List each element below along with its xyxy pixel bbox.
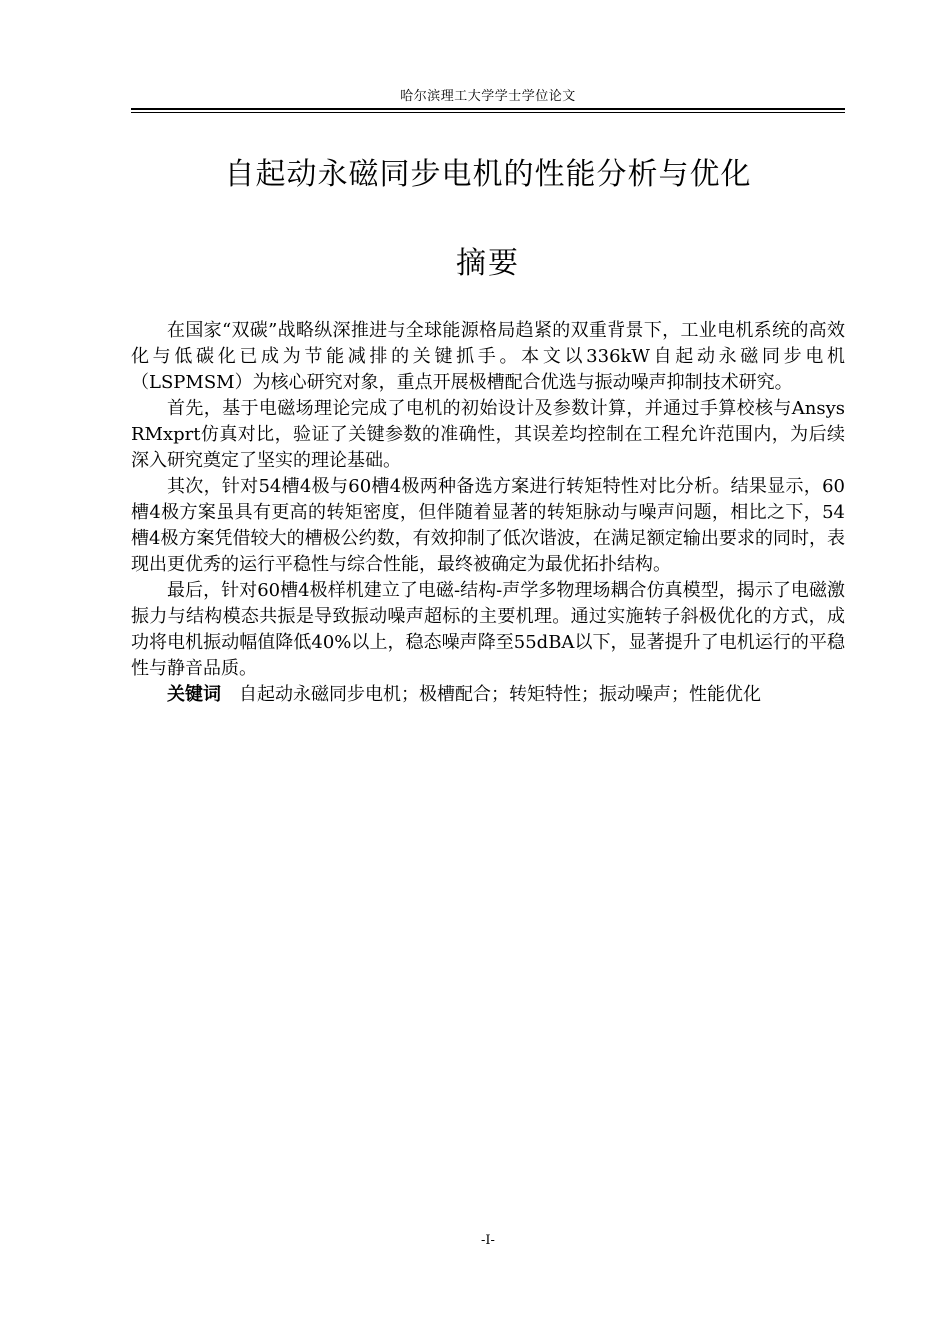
keywords-line	[131, 682, 845, 708]
header-rule	[131, 108, 845, 110]
keywords-text: 自起动永磁同步电机；极槽配合；转矩特性；振动噪声；性能优化	[239, 684, 761, 705]
running-header: 哈尔滨理工大学学士学位论文	[400, 89, 576, 104]
abstract-paragraph-1: 在国家“双碳”战略纵深推进与全球能源格局趋紧的双重背景下，工业电机系统的高效化与低碳化已成为节能减排的关键抓手。本文以336kW自起动永磁同步电机（LSPMSM）为核心研究对象，重点开展极槽配合优选与振动噪声抑制技术研究。	[131, 320, 845, 393]
abstract-paragraph-4: 最后，针对60槽4极样机建立了电磁-结构-声学多物理场耦合仿真模型，揭示了电磁激振力与结构模态共振是导致振动噪声超标的主要机理。通过实施转子斜极优化的方式，成功将电机振动幅值降低40%以上，稳态噪声降至55dBA以下，显著提升了电机运行的平稳性与静音品质。	[131, 580, 845, 679]
thesis-title: 自起动永磁同步电机的性能分析与优化	[224, 157, 752, 192]
header-rule-thin	[131, 112, 845, 113]
abstract-paragraph-2: 首先，基于电磁场理论完成了电机的初始设计及参数计算，并通过手算校核与Ansys RMxprt仿真对比，验证了关键参数的准确性，其误差均控制在工程允许范围内，为后续深入研究奠定了坚实的理论基础。	[131, 398, 845, 471]
page-number: -I-	[481, 1233, 495, 1248]
abstract-paragraph-3: 其次，针对54槽4极与60槽4极两种备选方案进行转矩特性对比分析。结果显示，60槽4极方案虽具有更高的转矩密度，但伴随着显著的转矩脉动与噪声问题，相比之下，54槽4极方案凭借较大的槽极公约数，有效抑制了低次谐波，在满足额定输出要求的同时，表现出更优秀的运行平稳性与综合性能，最终被确定为最优拓扑结构。	[131, 476, 845, 575]
abstract-body	[131, 318, 845, 708]
abstract-heading: 摘要	[456, 246, 520, 281]
keywords-label: 关键词	[167, 684, 221, 705]
